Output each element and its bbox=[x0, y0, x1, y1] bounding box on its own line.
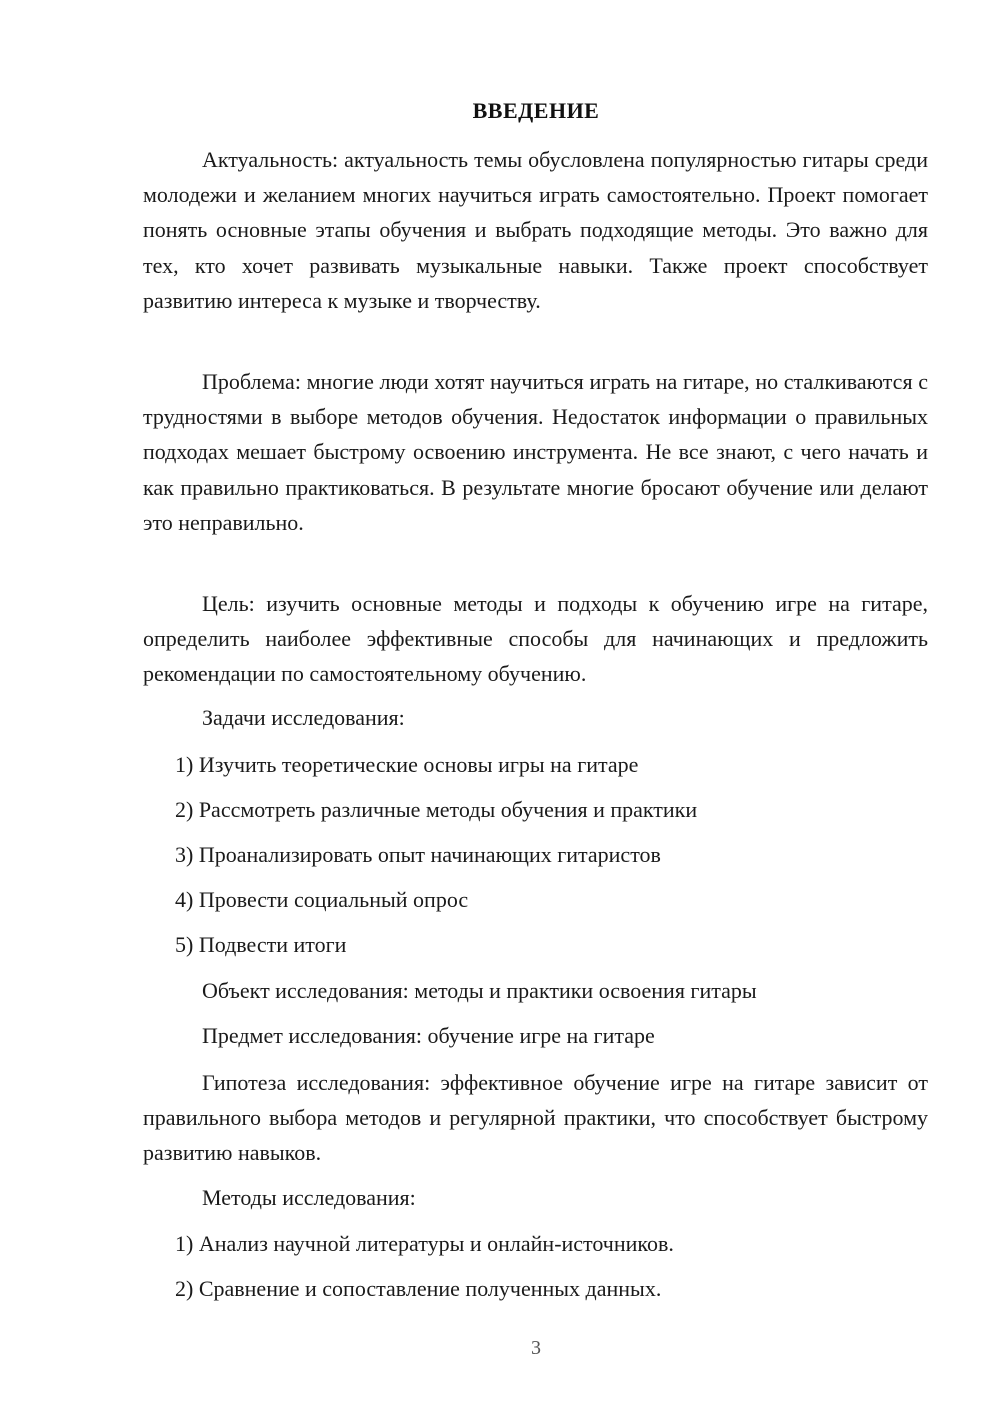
methods-heading: Методы исследования: bbox=[202, 1185, 416, 1210]
list-item: 3) Проанализировать опыт начинающих гитаристов bbox=[175, 842, 661, 867]
paragraph-subject: Предмет исследования: обучение игре на гитаре bbox=[202, 1023, 655, 1048]
paragraph-goal: Цель: изучить основные методы и подходы к обучению игре на гитаре, определить наиболее эффективные способы для начинающих и предложить рекомендации по самостоятельному обучению. bbox=[143, 591, 928, 687]
page-number: 3 bbox=[531, 1337, 541, 1359]
paragraph-relevance: Актуальность: актуальность темы обусловлена популярностью гитары среди молодежи и желанием многих научиться играть самостоятельно. Проект помогает понять основные этапы обучения и выбрать подходящие методы. Это важно для тех, кто хочет развивать музыкальные навыки. Также проект способствует развитию интереса к музыке и творчеству. bbox=[143, 147, 928, 313]
tasks-heading: Задачи исследования: bbox=[202, 705, 405, 730]
list-item: 5) Подвести итоги bbox=[175, 932, 347, 957]
page-title: ВВЕДЕНИЕ bbox=[472, 98, 600, 123]
list-item: 1) Анализ научной литературы и онлайн-источников. bbox=[175, 1231, 674, 1256]
list-item: 4) Провести социальный опрос bbox=[175, 887, 469, 912]
list-item: 2) Сравнение и сопоставление полученных данных. bbox=[175, 1276, 662, 1301]
list-item: 1) Изучить теоретические основы игры на гитаре bbox=[175, 752, 639, 777]
list-item: 2) Рассмотреть различные методы обучения и практики bbox=[175, 797, 698, 822]
paragraph-object: Объект исследования: методы и практики освоения гитары bbox=[202, 978, 757, 1003]
paragraph-problem: Проблема: многие люди хотят научиться играть на гитаре, но сталкиваются с трудностями в выборе методов обучения. Недостаток информации о правильных подходах мешает быстрому освоению инструмента. Не все знают, с чего начать и как правильно практиковаться. В результате многие бросают обучение или делают это неправильно. bbox=[143, 369, 928, 535]
paragraph-hypothesis: Гипотеза исследования: эффективное обучение игре на гитаре зависит от правильного выбора методов и регулярной практики, что способствует быстрому развитию навыков. bbox=[143, 1070, 928, 1166]
